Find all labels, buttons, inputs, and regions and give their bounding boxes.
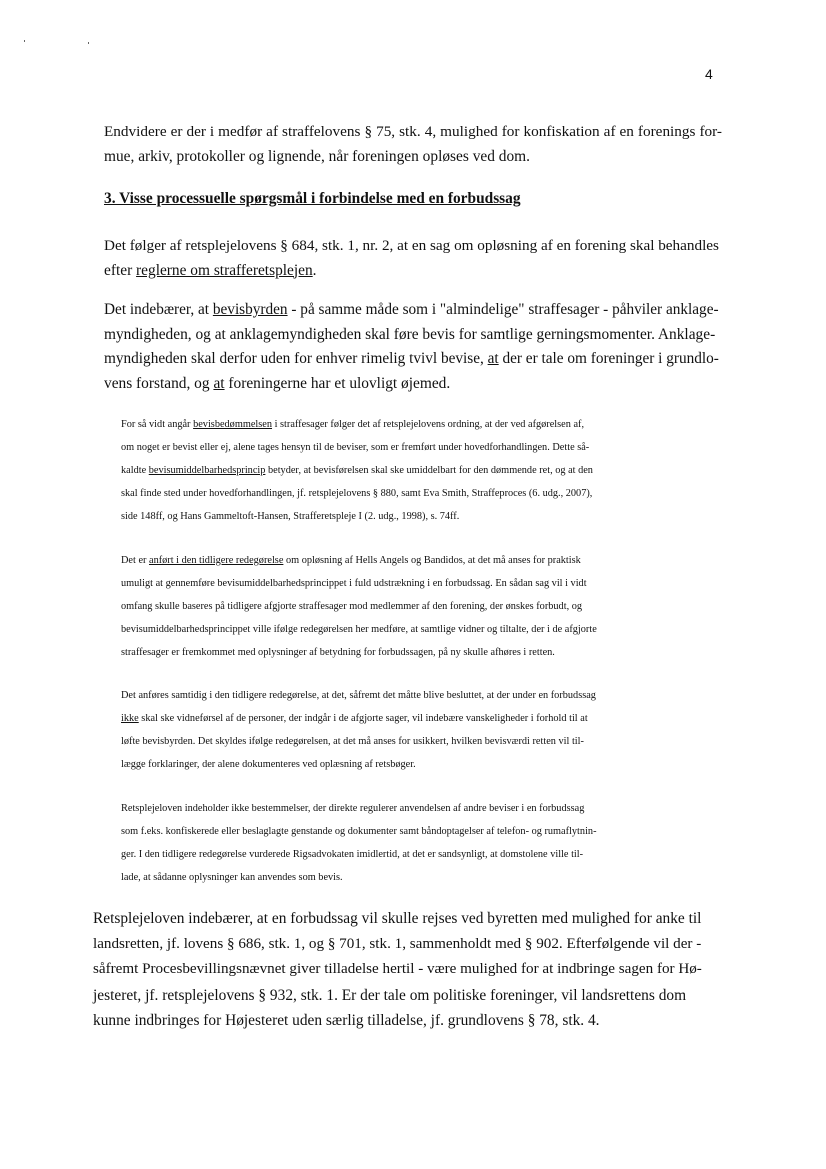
text-line: [121, 707, 701, 730]
text-run: - på samme måde som i "almindelige" straffesager - påhviler anklage-: [287, 301, 719, 318]
paragraph-appeal-procedure: [93, 906, 705, 1034]
text-run: skal ske vidneførsel af de personer, der indgår i de afgjorte sager, vil indebære vanskeligheder i forhold til at: [138, 713, 588, 724]
text-line: kunne indbringes for Højesteret uden særlig tilladelse, jf. grundlovens § 78, stk. 4.: [93, 1012, 600, 1029]
text-run: om opløsning af Hells Angels og Bandidos, at det må anses for praktisk: [283, 555, 581, 566]
scan-speck: [88, 42, 89, 44]
text-line: Retsplejeloven indebærer, at en forbudssag vil skulle rejses ved byretten med mulighed for anke til: [93, 910, 702, 927]
text-line: mue, arkiv, protokoller og lignende, når foreningen opløses ved dom.: [104, 147, 530, 165]
text-line: Det følger af retsplejelovens § 684, stk. 1, nr. 2, at en sag om opløsning af en forening skal behandles: [104, 237, 719, 254]
text-run: vens forstand, og: [104, 374, 214, 392]
text-line: [121, 459, 701, 482]
text-run: myndigheden skal derfor uden for enhver rimelig tvivl bevise,: [104, 350, 488, 367]
text-run: For så vidt angår: [121, 419, 194, 430]
text-line: myndigheden, og at anklagemyndigheden skal føre bevis for samtlige gerningsmomenter. Anklage-: [104, 325, 716, 343]
text-line: [104, 347, 722, 372]
underlined-term: bevisbedømmelsen: [193, 419, 273, 430]
text-line: landsretten, jf. lovens § 686, stk. 1, og § 701, stk. 1, sammenholdt med § 902. Efterfølgende vil der -: [93, 935, 702, 952]
paragraph-procedure: [104, 234, 722, 283]
quote-immediacy-principle: [121, 549, 701, 664]
text-run: foreningerne har et ulovligt øjemed.: [224, 374, 451, 392]
text-line: lade, at sådanne oplysninger kan anvendes som bevis.: [121, 872, 343, 883]
section-heading: 3. Visse processuelle spørgsmål i forbindelse med en forbudssag: [104, 190, 521, 207]
scan-speck: [24, 40, 25, 42]
text-line: Retsplejeloven indeholder ikke bestemmelser, der direkte regulerer anvendelsen af andre beviser i en forbudssag: [121, 803, 585, 814]
text-line: [121, 549, 701, 572]
text-line: side 148ff, og Hans Gammeltoft-Hansen, Strafferetspleje I (2. udg., 1998), s. 74ff.: [121, 511, 460, 522]
page-number: 4: [705, 66, 713, 82]
text-line: skal finde sted under hovedforhandlingen, jf. retsplejelovens § 880, samt Eva Smith, Straffeproces (6. udg., 2007),: [121, 488, 593, 499]
underlined-term: bevisumiddelbarhedsprincip: [148, 465, 266, 476]
text-line: såfremt Procesbevillingsnævnet giver tilladelse hertil - være mulighed for at indbringe sagen for Hø-: [93, 961, 702, 977]
text-line: bevisumiddelbarhedsprincippet ville ifølge redegørelsen her medføre, at samtlige vidner og tiltalte, der i de afgjorte: [121, 624, 597, 635]
underlined-term: bevisbyrden: [212, 301, 288, 318]
text-line: straffesager er fremkommet med oplysninger af betydning for forbudssagen, på ny skulle afhøres i retten.: [121, 647, 555, 658]
text-run: .: [312, 261, 317, 279]
text-run: efter: [104, 261, 137, 279]
underlined-term: ikke: [121, 713, 139, 724]
text-line: [121, 413, 701, 436]
underlined-term: at: [213, 374, 225, 392]
text-line: lægge forklaringer, der alene dokumenteres ved oplæsning af retsbøger.: [121, 759, 416, 770]
text-line: om noget er bevist eller ej, alene tages hensyn til de beviser, som er fremført under hovedforhandlingen. Dette så-: [121, 442, 590, 453]
text-run: betyder, at bevisførelsen skal ske umiddelbart for den dømmende ret, og at den: [265, 465, 593, 476]
paragraph-burden-of-proof: [104, 298, 722, 396]
text-line: [104, 259, 722, 284]
underlined-term: anført i den tidligere redegørelse: [149, 555, 284, 566]
text-line: som f.eks. konfiskerede eller beslaglagte genstande og dokumenter samt båndoptagelser af telefon- og rumaflytnin-: [121, 826, 597, 837]
text-run: der er tale om foreninger i grundlo-: [498, 350, 719, 367]
text-line: løfte bevisbyrden. Det skyldes ifølge redegørelsen, at det må anses for usikkert, hvilken bevisværdi retten vil til-: [121, 736, 584, 747]
text-run: Det indebærer, at: [104, 301, 213, 318]
quote-other-evidence: [121, 797, 701, 889]
underlined-term: reglerne om strafferetsplejen: [136, 261, 313, 279]
underlined-term: at: [487, 350, 499, 367]
text-line: Det anføres samtidig i den tidligere redegørelse, at det, såfremt det måtte blive besluttet, at der under en forbudssag: [121, 690, 596, 701]
text-line: umuligt at gennemføre bevisumiddelbarhedsprincippet i fuld udstrækning i en forbudssag. En sådan sag vil i vidt: [121, 578, 587, 589]
quote-evaluation-of-evidence: [121, 413, 701, 528]
text-line: [104, 298, 722, 323]
text-line: [104, 372, 722, 397]
text-line: ger. I den tidligere redegørelse vurderede Rigsadvokaten imidlertid, at det er sandsynligt, at domstolene ville til-: [121, 849, 584, 860]
paragraph-confiscation: [104, 120, 722, 169]
text-run: kaldte: [121, 465, 149, 476]
text-line: Endvidere er der i medfør af straffelovens § 75, stk. 4, mulighed for konfiskation af en forenings for-: [104, 123, 722, 140]
text-line: omfang skulle baseres på tidligere afgjorte straffesager mod medlemmer af den forening, der ønskes forbudt, og: [121, 601, 583, 612]
quote-witness-testimony: [121, 684, 701, 776]
text-run: Det er: [121, 555, 150, 566]
text-line: jesteret, jf. retsplejelovens § 932, stk. 1. Er der tale om politiske foreninger, vil landsrettens dom: [93, 986, 687, 1004]
text-run: i straffesager følger det af retsplejelovens ordning, at der ved afgørelsen af,: [272, 419, 585, 430]
